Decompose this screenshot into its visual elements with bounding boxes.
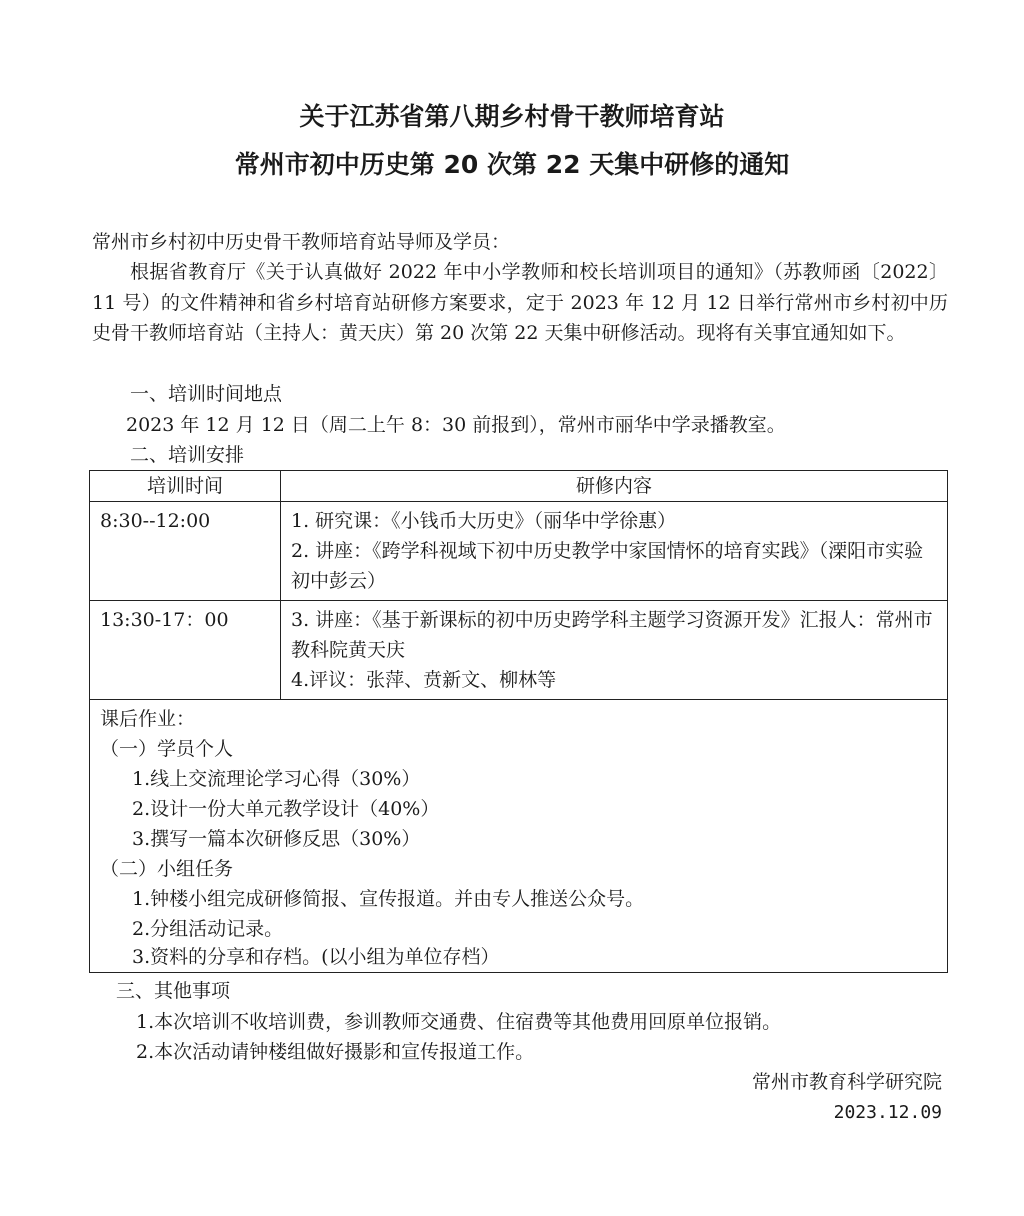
- table-header-row: [90, 471, 948, 502]
- row1-time: 8:30--12:00: [90, 502, 281, 601]
- row2-item1: 3. 讲座：《基于新课标的初中历史跨学科主题学习资源开发》汇报人：常州市教科院黄天庆: [291, 609, 933, 661]
- section3-item: 1.本次培训不收培训费，参训教师交通费、住宿费等其他费用回原单位报销。: [136, 1011, 782, 1033]
- notice-title-line1: 关于江苏省第八期乡村骨干教师培育站: [299, 102, 725, 131]
- group-item: 3.资料的分享和存档。(以小组为单位存档）: [132, 946, 500, 968]
- homework-row: [90, 700, 948, 973]
- header-content: 研修内容: [281, 471, 948, 502]
- signature-date: 2023.12.09: [833, 1102, 942, 1123]
- individual-heading: （一）学员个人: [100, 738, 234, 760]
- row1-item2: 2. 讲座：《跨学科视域下初中历史教学中家国情怀的培育实践》（溧阳市实验初中彭云）: [291, 540, 924, 592]
- salutation: 常州市乡村初中历史骨干教师培育站导师及学员：: [92, 231, 511, 253]
- signature-org: 常州市教育科学研究院: [751, 1071, 942, 1093]
- group-item: 1.钟楼小组完成研修简报、宣传报道。并由专人推送公众号。: [132, 888, 645, 910]
- notice-title-line2: 常州市初中历史第 20 次第 22 天集中研修的通知: [234, 150, 790, 179]
- table-row: [90, 502, 948, 601]
- individual-item: 2.设计一份大单元教学设计（40%）: [132, 798, 440, 820]
- individual-item: 1.线上交流理论学习心得（30%）: [132, 768, 421, 790]
- section2-heading: 二、培训安排: [130, 444, 245, 466]
- header-time: 培训时间: [90, 471, 281, 502]
- section3-item: 2.本次活动请钟楼组做好摄影和宣传报道工作。: [136, 1041, 535, 1063]
- section1-text: 2023 年 12 月 12 日（周二上午 8：30 前报到），常州市丽华中学录播教室。: [126, 414, 786, 436]
- homework-heading: 课后作业：: [100, 708, 196, 730]
- table-row: [90, 601, 948, 700]
- group-heading: （二）小组任务: [100, 858, 234, 880]
- row1-content: [281, 502, 948, 601]
- section3-heading: 三、其他事项: [116, 980, 231, 1002]
- section1-heading: 一、培训时间地点: [130, 383, 283, 405]
- intro-paragraph: 根据省教育厅《关于认真做好 2022 年中小学教师和校长培训项目的通知》（苏教师函〔2022〕11 号）的文件精神和省乡村培育站研修方案要求，定于 2023 年 12 月 12 日举行常州市乡村初中历史骨干教师培育站（主持人：黄天庆）第 20 次第 22 天集中研修活动。现将有关事宜通知如下。: [92, 261, 948, 344]
- row2-time: 13:30-17：00: [90, 601, 281, 700]
- row2-content: [281, 601, 948, 700]
- homework-cell: [90, 700, 948, 973]
- schedule-table: [89, 470, 948, 973]
- individual-item: 3.撰写一篇本次研修反思（30%）: [132, 828, 421, 850]
- row2-item2: 4.评议：张萍、贲新文、柳林等: [291, 669, 557, 691]
- row1-item1: 1. 研究课：《小钱币大历史》（丽华中学徐惠）: [291, 510, 677, 532]
- group-item: 2.分组活动记录。: [132, 918, 284, 940]
